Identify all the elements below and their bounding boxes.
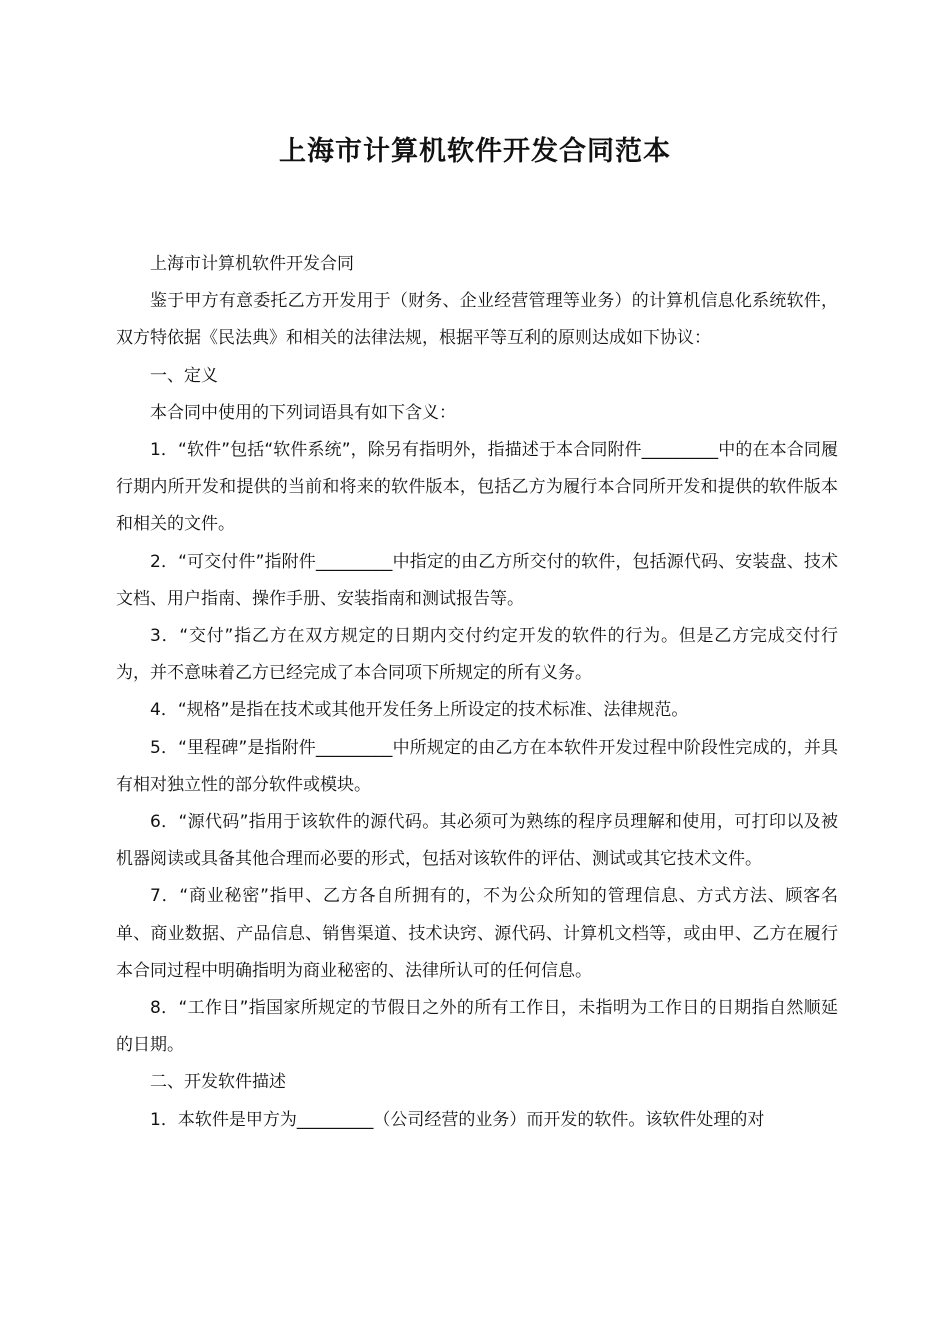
definition-item-source-code: 6．“源代码”指用于该软件的源代码。其必须可为熟练的程序员理解和使用，可打印以及被机器阅读或具备其他合理而必要的形式，包括对该软件的评估、测试或其它技术文件。 — [116, 812, 838, 870]
definition-item-deliverables: 2．“可交付件”指附件_________中指定的由乙方所交付的软件，包括源代码、安装盘、技术文档、用户指南、操作手册、安装指南和测试报告等。 — [116, 551, 838, 609]
definition-item-specification: 4．“规格”是指在技术或其他开发任务上所设定的技术标准、法律规范。 — [150, 700, 689, 721]
definitions-intro: 本合同中使用的下列词语具有如下含义： — [150, 402, 456, 423]
definition-item-software: 1．“软件”包括“软件系统”，除另有指明外，指描述于本合同附件_________中的在本合同履行期内所开发和提供的当前和将来的软件版本，包括乙方为履行本合同所开发和提供的软件版本和相关的文件。 — [116, 440, 838, 535]
contract-heading: 上海市计算机软件开发合同 — [150, 254, 354, 274]
section-heading-software-description: 二、开发软件描述 — [150, 1072, 286, 1093]
preamble-paragraph: 鉴于甲方有意委托乙方开发用于（财务、企业经营管理等业务）的计算机信息化系统软件，双方特依据《民法典》和相关的法律法规，根据平等互利的原则达成如下协议： — [116, 291, 838, 349]
definition-item-milestone: 5．“里程碑”是指附件_________中所规定的由乙方在本软件开发过程中阶段性完成的，并具有相对独立性的部分软件或模块。 — [116, 737, 838, 795]
document-title: 上海市计算机软件开发合同范本 — [279, 136, 671, 167]
definition-item-trade-secret: 7．“商业秘密”指甲、乙方各自所拥有的，不为公众所知的管理信息、方式方法、顾客名单、商业数据、产品信息、销售渠道、技术诀窍、源代码、计算机文档等，或由甲、乙方在履行本合同过程中明确指明为商业秘密的、法律所认可的任何信息。 — [116, 886, 838, 981]
description-item-1: 1．本软件是甲方为_________（公司经营的业务）而开发的软件。该软件处理的对 — [150, 1109, 765, 1130]
definition-item-working-day: 8．“工作日”指国家所规定的节假日之外的所有工作日，未指明为工作日的日期指自然顺延的日期。 — [116, 998, 838, 1056]
document-body — [116, 246, 838, 1139]
section-heading-definitions: 一、定义 — [150, 365, 218, 386]
definition-item-delivery: 3．“交付”指乙方在双方规定的日期内交付约定开发的软件的行为。但是乙方完成交付行为，并不意味着乙方已经完成了本合同项下所规定的所有义务。 — [116, 626, 838, 684]
